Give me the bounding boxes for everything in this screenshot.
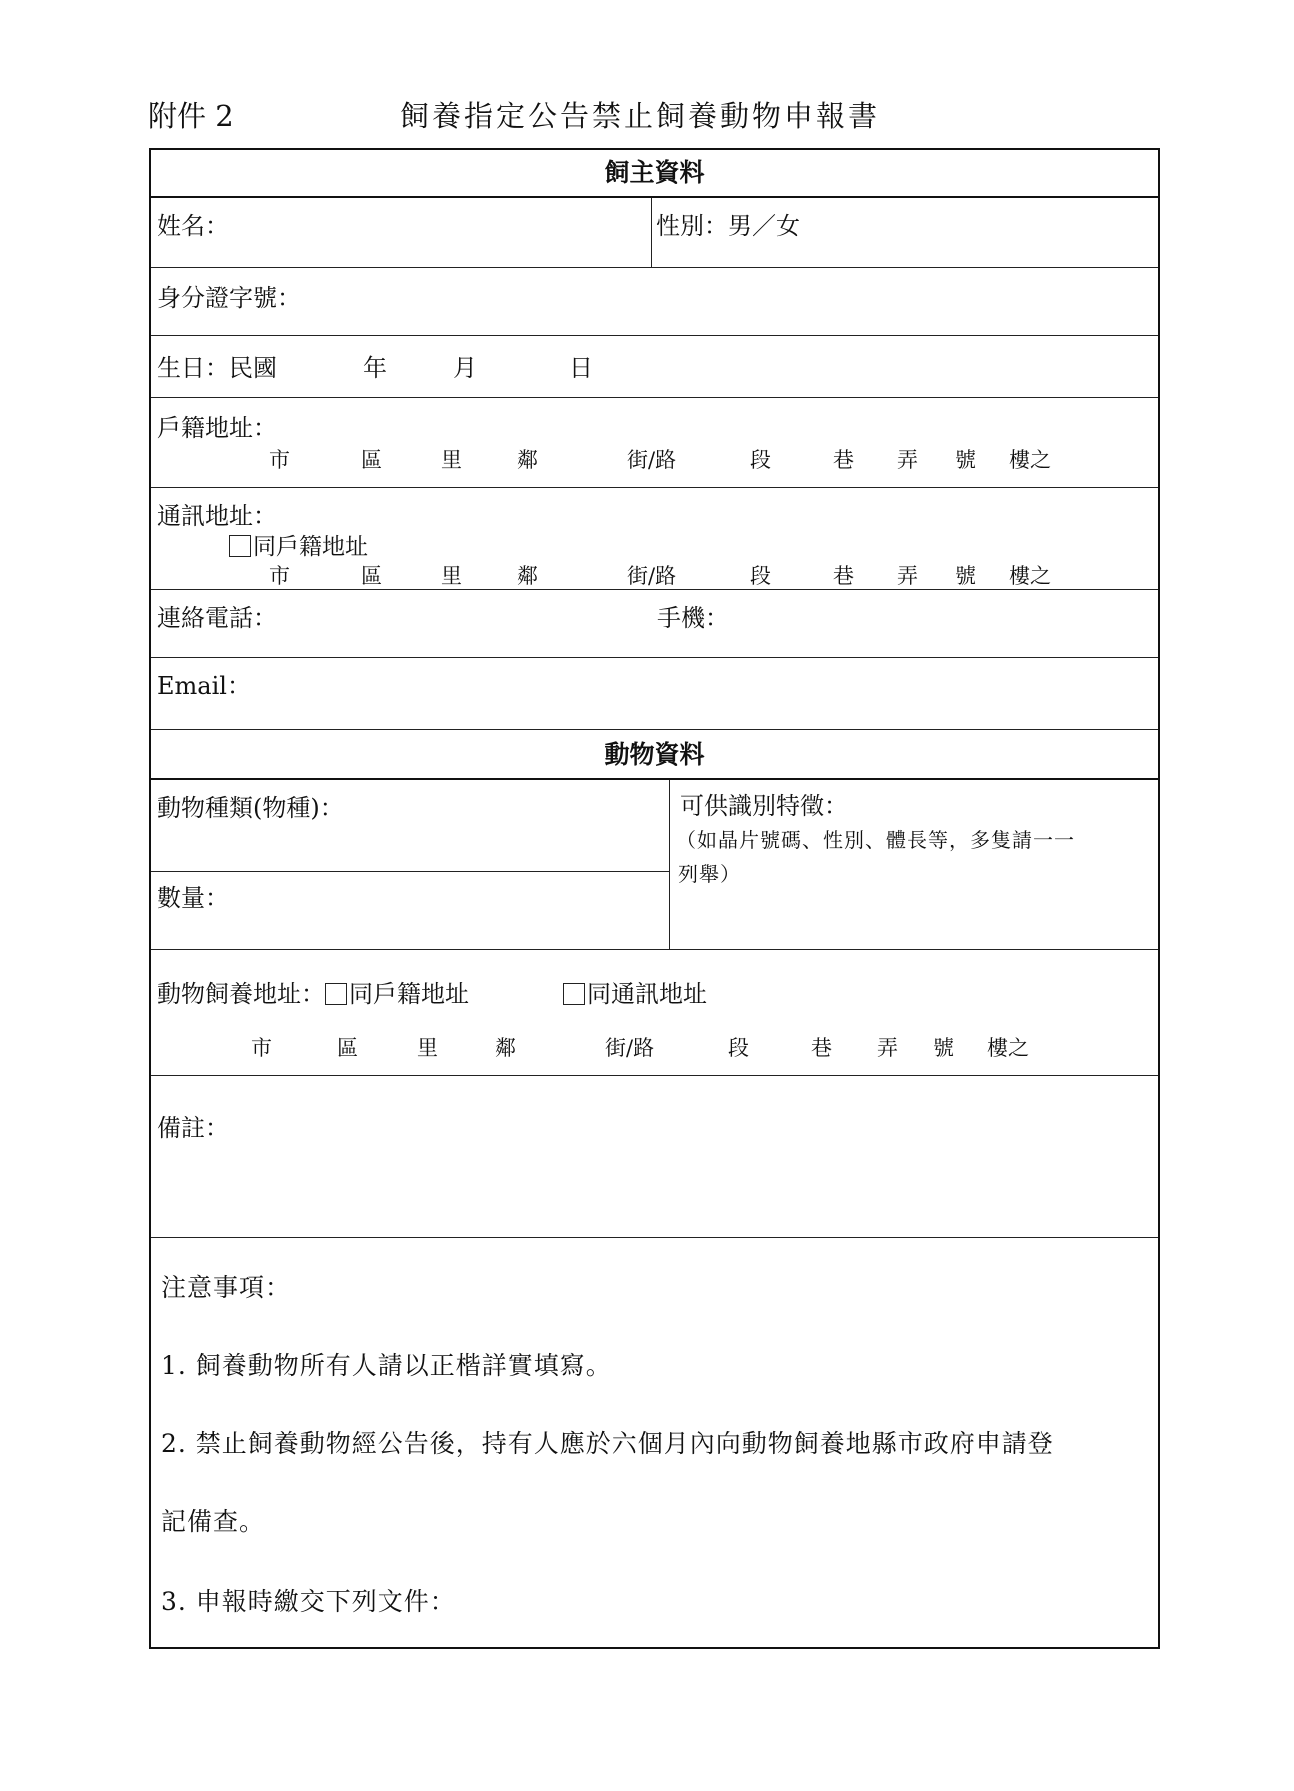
address-part: 段 xyxy=(750,564,771,588)
note-item-2-line2: 記備查。 xyxy=(161,1507,266,1536)
species-label: 動物種類(物種)： xyxy=(157,794,344,822)
attachment-number: 附件 2 xyxy=(148,99,234,133)
address-part: 街/路 xyxy=(605,1036,655,1060)
address-part: 段 xyxy=(750,448,771,472)
keeping-same-household-option[interactable] xyxy=(325,980,469,1008)
gender-label: 性別：男／女 xyxy=(656,212,800,240)
address-part: 樓之 xyxy=(987,1036,1029,1060)
address-part: 號 xyxy=(933,1036,954,1060)
household-address-label: 戶籍地址： xyxy=(157,414,277,442)
phone-field[interactable] xyxy=(151,590,651,657)
address-part: 鄰 xyxy=(517,448,538,472)
animal-section-heading: 動物資料 xyxy=(151,732,1158,780)
remarks-label: 備註： xyxy=(157,1114,229,1142)
animal-info-row xyxy=(151,780,1158,950)
phone-row xyxy=(151,590,1158,658)
address-part: 段 xyxy=(728,1036,749,1060)
address-part: 街/路 xyxy=(627,564,677,588)
features-hint-line2: 列舉） xyxy=(678,862,741,886)
address-part: 鄰 xyxy=(495,1036,516,1060)
address-part: 弄 xyxy=(897,564,918,588)
address-part: 號 xyxy=(955,564,976,588)
mailing-address-field[interactable] xyxy=(151,488,1158,590)
features-label: 可供識別特徵： xyxy=(680,792,848,820)
keeping-same-mailing-checkbox[interactable] xyxy=(563,983,585,1005)
id-label: 身分證字號： xyxy=(157,284,301,312)
owner-section-heading: 飼主資料 xyxy=(151,150,1158,198)
keeping-address-field[interactable] xyxy=(151,950,1158,1076)
note-item-1: 1. 飼養動物所有人請以正楷詳實填寫。 xyxy=(161,1351,612,1380)
page-header xyxy=(0,88,1294,138)
id-field[interactable] xyxy=(151,268,1158,336)
declaration-form xyxy=(149,148,1160,1649)
keeping-address-label xyxy=(157,974,469,1009)
features-hint-line1: （如晶片號碼、性別、體長等，多隻請一一 xyxy=(676,828,1075,852)
phone-label: 連絡電話： xyxy=(157,604,277,632)
address-part: 弄 xyxy=(897,448,918,472)
address-part: 巷 xyxy=(833,448,854,472)
keeping-same-household-checkbox[interactable] xyxy=(325,983,347,1005)
keeping-same-mailing-label: 同通訊地址 xyxy=(587,980,707,1008)
species-field[interactable] xyxy=(151,780,669,872)
address-part: 區 xyxy=(337,1036,358,1060)
birthday-label: 生日：民國 xyxy=(157,354,277,382)
remarks-field[interactable] xyxy=(151,1076,1158,1238)
notes-section xyxy=(151,1238,1158,1648)
address-part: 號 xyxy=(955,448,976,472)
same-as-household-label: 同戶籍地址 xyxy=(253,534,368,560)
keeping-address-label-text: 動物飼養地址： xyxy=(157,980,325,1008)
name-field[interactable] xyxy=(151,198,651,267)
keeping-same-mailing-option[interactable] xyxy=(563,974,707,1009)
email-label: Email： xyxy=(157,672,251,700)
form-title: 飼養指定公告禁止飼養動物申報書 xyxy=(400,99,881,133)
address-part: 里 xyxy=(417,1036,438,1060)
name-gender-row xyxy=(151,198,1158,268)
birthday-field[interactable] xyxy=(151,336,1158,398)
quantity-label: 數量： xyxy=(157,884,229,912)
note-item-2-line1: 2. 禁止飼養動物經公告後，持有人應於六個月內向動物飼養地縣市政府申請登 xyxy=(161,1429,1054,1458)
household-address-field[interactable] xyxy=(151,398,1158,488)
same-as-household-checkbox[interactable] xyxy=(229,535,251,557)
address-part: 區 xyxy=(361,564,382,588)
address-part: 巷 xyxy=(833,564,854,588)
mailing-address-label: 通訊地址： xyxy=(157,502,277,530)
address-part: 里 xyxy=(441,448,462,472)
birthday-day: 日 xyxy=(569,354,593,382)
address-part: 巷 xyxy=(811,1036,832,1060)
email-field[interactable] xyxy=(151,658,1158,730)
mobile-label: 手機： xyxy=(657,604,729,632)
birthday-year: 年 xyxy=(363,354,387,382)
address-part: 市 xyxy=(251,1036,272,1060)
address-part: 市 xyxy=(269,448,290,472)
quantity-field[interactable] xyxy=(151,872,669,949)
same-as-household-option[interactable] xyxy=(229,528,368,561)
notes-heading: 注意事項： xyxy=(161,1273,292,1302)
address-part: 鄰 xyxy=(517,564,538,588)
address-part: 弄 xyxy=(877,1036,898,1060)
features-field[interactable] xyxy=(669,780,1158,949)
keeping-same-household-label: 同戶籍地址 xyxy=(349,980,469,1008)
address-part: 街/路 xyxy=(627,448,677,472)
address-part: 樓之 xyxy=(1009,564,1051,588)
name-label: 姓名： xyxy=(157,212,229,240)
note-item-3: 3. 申報時繳交下列文件： xyxy=(161,1587,456,1616)
address-part: 市 xyxy=(269,564,290,588)
address-part: 樓之 xyxy=(1009,448,1051,472)
birthday-month: 月 xyxy=(453,354,477,382)
address-part: 里 xyxy=(441,564,462,588)
gender-field[interactable] xyxy=(651,198,1158,267)
address-part: 區 xyxy=(361,448,382,472)
mobile-field[interactable] xyxy=(651,590,1158,657)
